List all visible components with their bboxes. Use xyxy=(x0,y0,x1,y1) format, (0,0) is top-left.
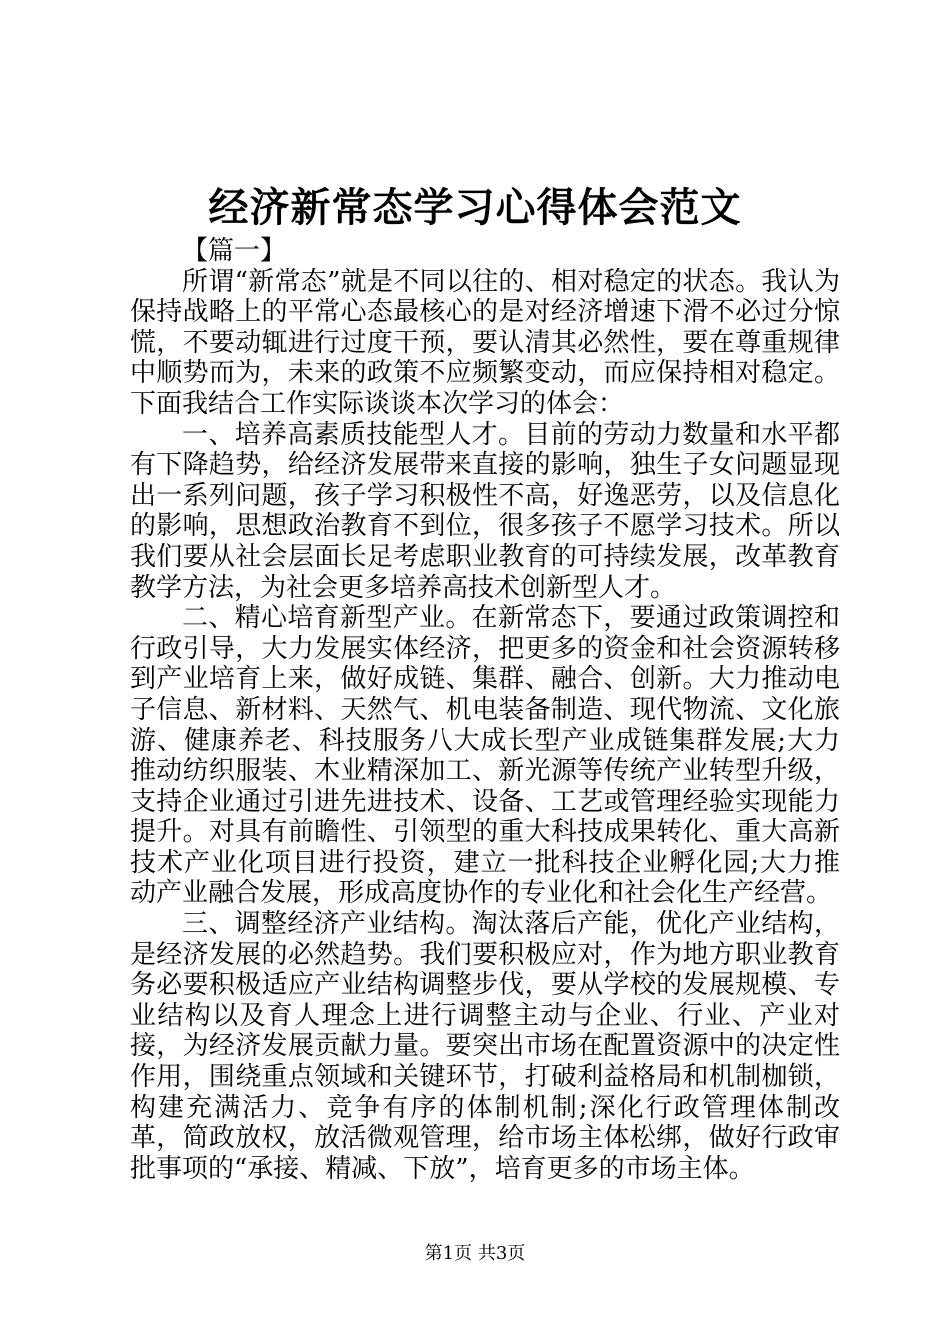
paragraph-point-one: 一、培养高素质技能型人才。目前的劳动力数量和水平都有下降趋势，给经济发展带来直接的影响，独生子女问题显现出一系列问题，孩子学习积极性不高，好逸恶劳，以及信息化的影响，思想政治教育不到位，很多孩子不愿学习技术。所以我们要从社会层面长足考虑职业教育的可持续发展，改革教育教学方法，为社会更多培养高技术创新型人才。 xyxy=(130,419,840,603)
section-label: 【篇一】 xyxy=(182,236,287,266)
document-title: 经济新常态学习心得体会范文 xyxy=(208,184,742,231)
paragraph-intro: 所谓“新常态”就是不同以往的、相对稳定的状态。我认为保持战略上的平常心态最核心的是对经济增速下滑不必过分惊慌，不要动辄进行过度干预，要认清其必然性，要在尊重规律中顺势而为，未来的政策不应频繁变动，而应保持相对稳定。下面我结合工作实际谈谈本次学习的体会： xyxy=(130,266,840,419)
paragraph-point-two: 二、精心培育新型产业。在新常态下，要通过政策调控和行政引导，大力发展实体经济，把更多的资金和社会资源转移到产业培育上来，做好成链、集群、融合、创新。大力推动电子信息、新材料、天然气、机电装备制造、现代物流、文化旅游、健康养老、科技服务八大成长型产业成链集群发展;大力推动纺织服装、木业精深加工、新光源等传统产业转型升级，支持企业通过引进先进技术、设备、工艺或管理经验实现能力提升。对具有前瞻性、引领型的重大科技成果转化、重大高新技术产业化项目进行投资，建立一批科技企业孵化园;大力推动产业融合发展，形成高度协作的专业化和社会化生产经营。 xyxy=(130,603,840,909)
page-footer: 第1页 共3页 xyxy=(424,1243,526,1264)
paragraph-point-three: 三、调整经济产业结构。淘汰落后产能，优化产业结构，是经济发展的必然趋势。我们要积极应对，作为地方职业教育务必要积极适应产业结构调整步伐，要从学校的发展规模、专业结构以及育人理念上进行调整主动与企业、行业、产业对接，为经济发展贡献力量。要突出市场在配置资源中的决定性作用，围绕重点领域和关键环节，打破利益格局和机制枷锁，构建充满活力、竞争有序的体制机制;深化行政管理体制改革，简政放权，放活微观管理，给市场主体松绑，做好行政审批事项的“承接、精减、下放”，培育更多的市场主体。 xyxy=(130,909,840,1184)
document-body xyxy=(130,236,840,1184)
